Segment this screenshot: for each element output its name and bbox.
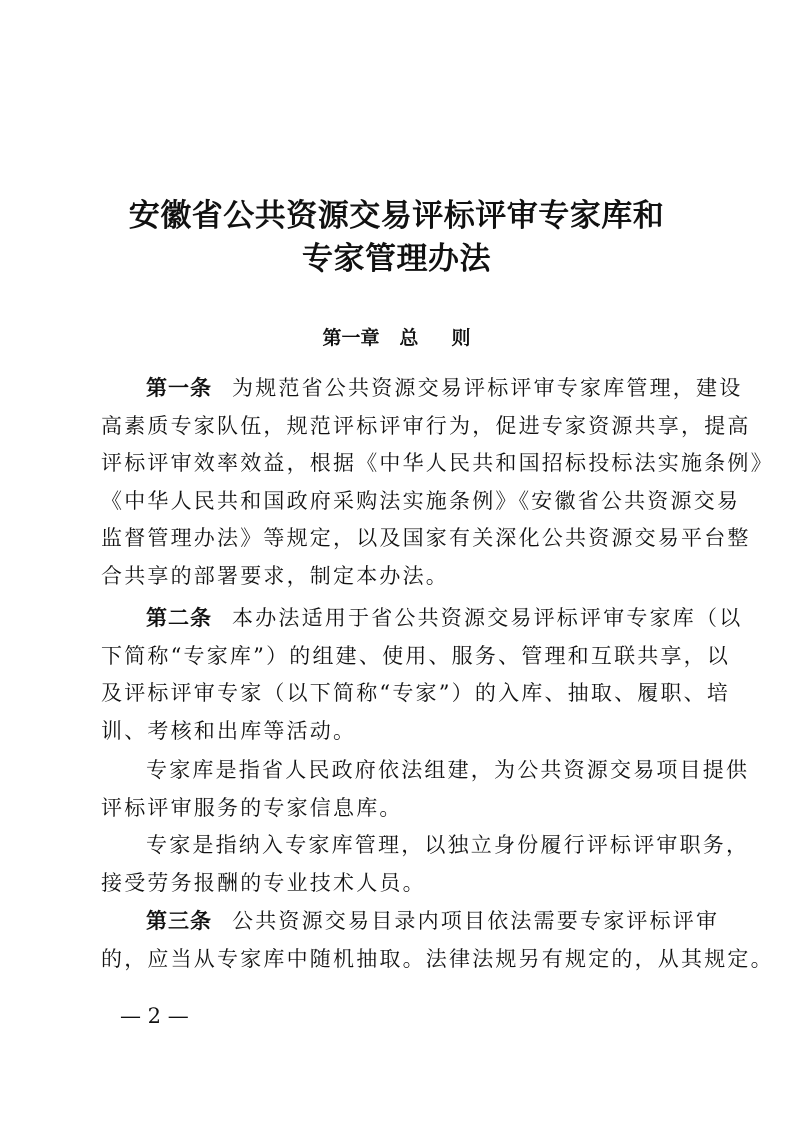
article-2-line-2: 下简称“专家库”）的组建、使用、服务、管理和互联共享，以: [101, 643, 731, 668]
article-2: [101, 600, 743, 750]
article-text: 本办法适用于省公共资源交易评标评审专家库（以: [232, 606, 743, 630]
article-1-line-5: 监督管理办法》等规定，以及国家有关深化公共资源交易平台整: [101, 526, 751, 551]
article-1-line-3: 评标评审效率效益，根据《中华人民共和国招标投标法实施条例》: [101, 451, 774, 476]
article-text: 公共资源交易目录内项目依法需要专家评标评审: [232, 909, 720, 933]
article-1: [101, 370, 774, 596]
article-3: [101, 903, 774, 978]
page-number: — 2 —: [120, 1004, 189, 1028]
paragraph-line: 接受劳务报酬的专业技术人员。: [101, 870, 426, 895]
paragraph-line: 评标评审服务的专家信息库。: [101, 795, 403, 820]
paragraph-expert: [101, 827, 750, 902]
article-3-line-1: [101, 903, 720, 941]
article-label: 第一条: [146, 376, 212, 400]
article-1-line-6: 合共享的部署要求，制定本办法。: [101, 563, 449, 588]
article-text: 为规范省公共资源交易评标评审专家库管理，建设: [232, 376, 743, 400]
article-2-line-1: [101, 600, 743, 638]
article-1-line-4: 《中华人民共和国政府采购法实施条例》《安徽省公共资源交易: [101, 488, 741, 513]
article-1-line-1: [101, 370, 743, 408]
paragraph-line: 专家库是指省人民政府依法组建，为公共资源交易项目提供: [146, 758, 750, 782]
paragraph-line: 专家是指纳入专家库管理，以独立身份履行评标评审职务，: [146, 833, 750, 857]
document-title-line-2: 专家管理办法: [302, 241, 491, 277]
document-title-line-1: 安徽省公共资源交易评标评审专家库和: [128, 198, 665, 234]
article-label: 第三条: [146, 909, 212, 933]
article-2-line-4: 训、考核和出库等活动。: [101, 718, 357, 743]
paragraph-expert-database: [101, 752, 750, 827]
chapter-heading: 第一章 总 则: [322, 327, 471, 349]
article-label: 第二条: [146, 606, 212, 630]
article-1-line-2: 高素质专家队伍，规范评标评审行为，促进专家资源共享，提高: [101, 413, 751, 438]
article-3-line-2: 的，应当从专家库中随机抽取。法律法规另有规定的，从其规定。: [101, 946, 774, 971]
article-2-line-3: 及评标评审专家（以下简称“专家”）的入库、抽取、履职、培: [101, 681, 731, 706]
